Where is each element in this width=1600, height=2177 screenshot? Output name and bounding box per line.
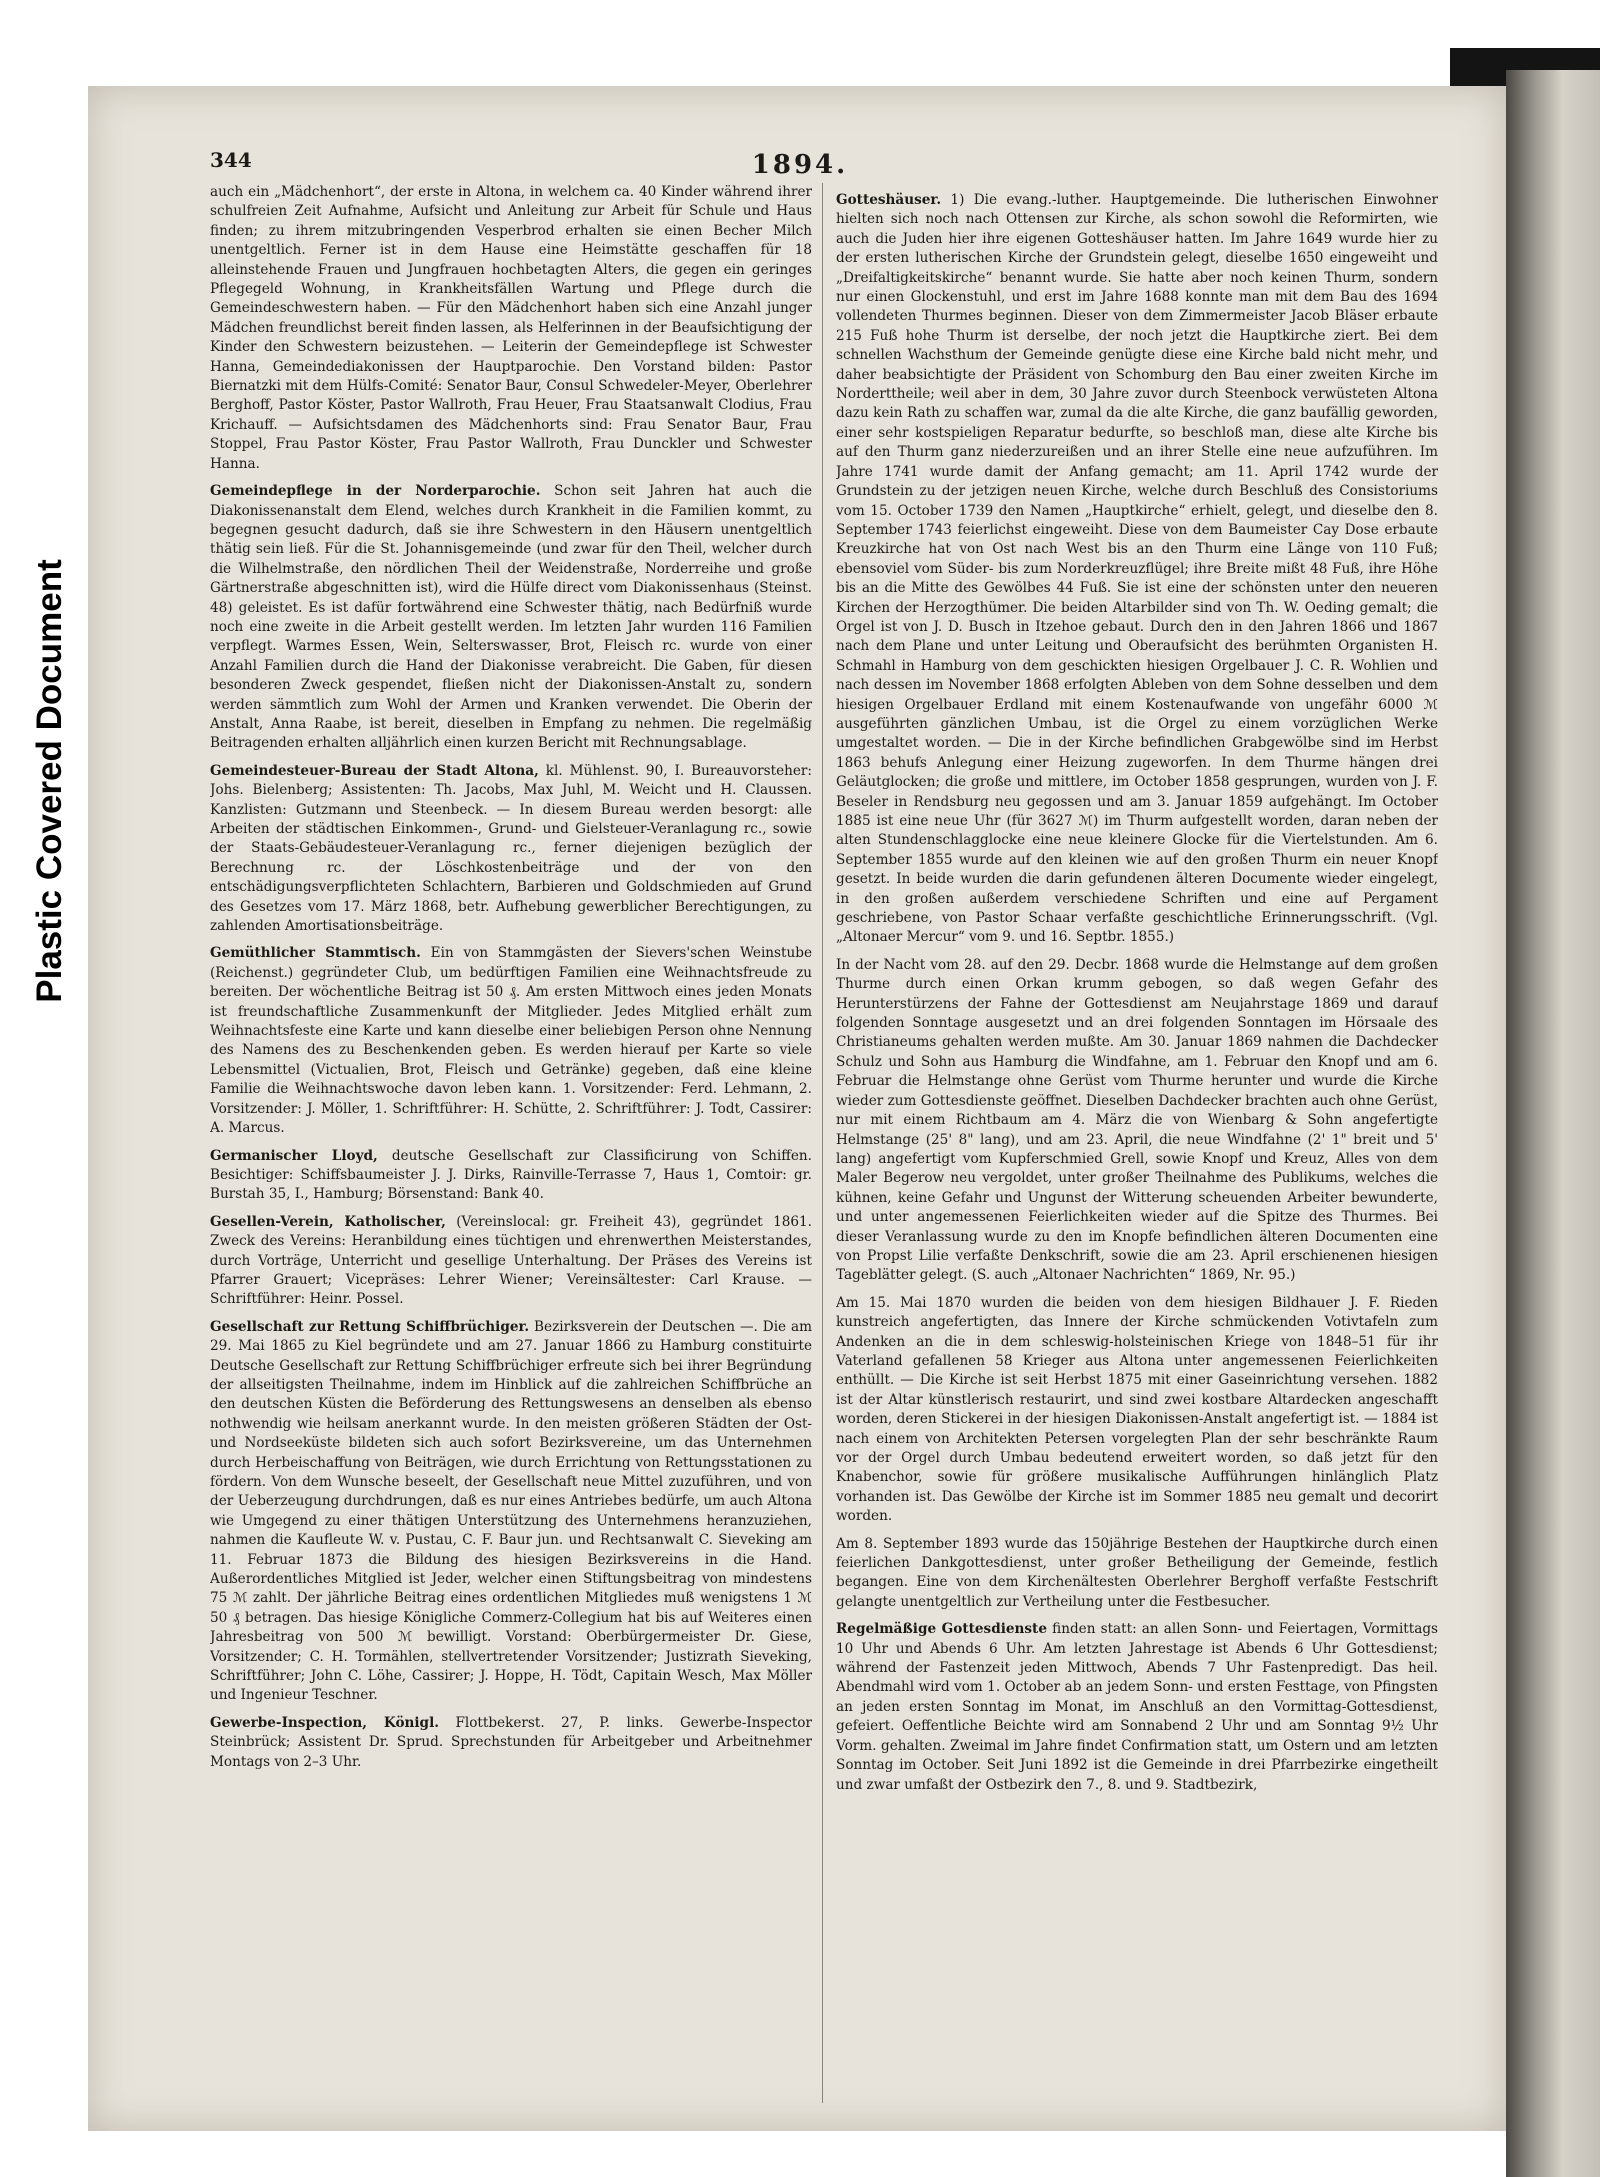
entry-heading: Germanischer Lloyd, (210, 1147, 378, 1164)
entry-heading: Regelmäßige Gottesdienste (836, 1621, 1047, 1638)
entry-body: deutsche Gesellschaft zur Classificirung von Schiffen. Besichtiger: Schiffsbaumeister J. J. Dirks, Rainville-Terrasse 7, Haus 1, Comtoir: gr. Burstah 35, I., Hamburg; Börsenstand: Bank 40. (210, 1147, 812, 1203)
entry-body: Am 8. September 1893 wurde das 150jährige Bestehen der Hauptkirche durch einen feierlichen Dankgottesdienst, unter großer Betheiligung der Gemeinde, festlich begangen. Eine von dem Kirchenältesten Oberlehrer Berghoff verfaßte Festschrift gelangte unentgeltlich zur Vertheilung unter die Festbesucher. (836, 1535, 1438, 1610)
text-paragraph (210, 482, 812, 754)
entry-body: Ein von Stammgästen der Sievers'schen Weinstube (Reichenst.) gegründeter Club, um bedürftigen Familien eine Weihnachtsfreude zu bereiten. Der wöchentliche Beitrag ist 50 ₰. Am ersten Mittwoch eines jeden Monats ist freundschaftliche Zusammenkunft der Mitglieder. Jedes Mitglied erhält zum Weihnachtsfeste eine Karte und kann dieselbe einer beliebigen Person ohne Nennung des Namens des zu Beschenkenden geben. Es werden hierauf per Karte so viele Lebensmittel (Victualien, Brot, Fleisch und Getränke) gegeben, daß eine kleine Familie die Weihnachtswoche davon leben kann. 1. Vorsitzender: Ferd. Lehmann, 2. Vorsitzender: J. Möller, 1. Schriftführer: H. Schütte, 2. Schriftführer: J. Todt, Cassirer: A. Marcus. (210, 945, 812, 1137)
text-paragraph (210, 1714, 812, 1772)
text-paragraph (210, 944, 812, 1138)
text-paragraph (210, 1147, 812, 1205)
column-rule (822, 183, 823, 2103)
text-paragraph (210, 1318, 812, 1706)
entry-heading: Gesellen-Verein, Katholischer, (210, 1213, 446, 1230)
book-spine (1506, 70, 1600, 2177)
entry-heading: Gemeindesteuer-Bureau der Stadt Altona, (210, 762, 539, 779)
entry-body: kl. Mühlenst. 90, I. Bureauvorsteher: Johs. Bielenberg; Assistenten: Th. Jacobs, Max Juhl, M. Weicht und H. Claussen. Kanzlisten: Gutzmann und Steenbeck. — In diesem Bureau werden besorgt: alle Arbeiten der städtischen Einkommen-, Grund- und Gielsteuer-Veranlagung rc., sowie der Staats-Gebäudesteuer-Veranlagung rc., ferner diejenigen bezüglich der Berechnung rc. der Löschkostenbeiträge und der von den entschädigungsverpflichteten Schlachtern, Barbieren und Goldschmieden auf Grund des Gesetzes vom 17. März 1868, betr. Aufhebung gewerblicher Berechtigungen, zu zahlenden Amortisationsbeiträge. (210, 762, 812, 935)
entry-body: finden statt: an allen Sonn- und Feiertagen, Vormittags 10 Uhr und Abends 6 Uhr. Am letzten Jahrestage ist Abends 6 Uhr Gottesdienst; während der Fastenzeit jeden Mittwoch, Abends 7 Uhr Fastenpredigt. Das heil. Abendmahl wird vom 1. October ab an jedem Sonn- und ersten Festtage, von Pfingsten an jeden ersten Sonntag im Monat, im Anschluß an den Vormittag-Gottesdienst, gefeiert. Oeffentliche Beichte wird am Sonnabend 2 Uhr und am Sonntag 9½ Uhr Vorm. gehalten. Zweimal im Jahre findet Confirmation statt, um Ostern und am letzten Sonntag im October. Seit Juni 1892 ist die Gemeinde in drei Pfarrbezirke eingetheilt und zwar umfaßt der Ostbezirk den 7., 8. und 9. Stadtbezirk, (836, 1621, 1438, 1793)
text-paragraph (210, 183, 812, 474)
running-head-year: 1894. (751, 150, 849, 180)
text-paragraph (836, 1535, 1438, 1613)
plastic-covered-stamp (28, 516, 72, 1046)
entry-heading: Gemüthlicher Stammtisch. (210, 945, 421, 962)
entry-body: Flottbekerst. 27, P. links. Gewerbe-Inspector Steinbrück; Assistent Dr. Sprud. Sprechstunden für Arbeitgeber und Arbeitnehmer Montags von 2–3 Uhr. (210, 1714, 812, 1770)
entry-body: (Vereinslocal: gr. Freiheit 43), gegründet 1861. Zweck des Vereins: Heranbildung eines tüchtigen und ehrenwerthen Meisterstandes, durch Vorträge, Unterricht und gesellige Unterhaltung. Der Präses des Vereins ist Pfarrer Grauert; Vicepräses: Lehrer Wiener; Vereinsältester: Carl Krause. — Schriftführer: Heinr. Possel. (210, 1213, 812, 1308)
entry-heading: Gotteshäuser. (836, 192, 942, 208)
entry-body: Schon seit Jahren hat auch die Diakonissenanstalt dem Elend, welches durch Krankheit in die Familien kommt, zu begegnen gesucht dadurch, daß sie ihre Schwestern in den Häusern unentgeltlich thätig sein ließ. Für die St. Johannisgemeinde (und zwar für den Theil, welcher durch die Wilhelmstraße, den nördlichen Theil der Weidenstraße, Norderreihe und große Gärtnerstraße abgeschnitten ist), wird die Hülfe direct vom Diakonissenhaus (Steinst. 48) geleistet. Es ist dafür fortwährend eine Schwester thätig, nach Bedürfniß wurde noch eine zweite in die Arbeit gestellt werden. Im letzten Jahr wurden 116 Familien verpflegt. Warmes Essen, Wein, Selterswasser, Brot, Fleisch rc. wurde von einer Anzahl Familien durch die Hand der Diakonisse verabreicht. Die Gaben, für diesen besonderen Zweck gespendet, fließen nicht der Diakonissen-Anstalt zu, sondern werden sämmtlich zum Wohl der Armen und Kranken verwendet. Die Oberin der Anstalt, Anna Raabe, ist bereit, dieselben in Empfang zu nehmen. Die regelmäßig Beitragenden erhalten alljährlich einen kurzen Bericht mit Rechnungsablage. (210, 483, 812, 752)
page-number: 344 (210, 148, 252, 172)
left-column (210, 183, 812, 2108)
text-paragraph (836, 956, 1438, 1286)
text-paragraph (836, 1620, 1438, 1795)
stamp-text: Plastic Covered Document (30, 559, 69, 1003)
entry-body: In der Nacht vom 28. auf den 29. Decbr. 1868 wurde die Helmstange auf dem großen Thurme durch einen Orkan krumm gebogen, so daß wegen Gefahr des Herunterstürzens der Fahne der Gottesdienst am Neujahrstage 1869 und darauf folgenden Sonntage ausgesetzt und an drei folgenden Sonntagen im Hörsaale des Christianeums gehalten werden mußte. Am 30. Januar 1869 nahmen die Dachdecker Schulz und Sohn aus Hamburg die Windfahne, am 1. Februar den Knopf und am 6. Februar die Helmstange ohne Gerüst vom Thurme herunter und wurde die Kirche wieder zum Gottesdienste geöffnet. Dieselben Dachdecker brachten auch ohne Gerüst, nur mit einem Richtbaum am 4. März die von Wienbarg & Sohn angefertigte Helmstange (25' 8" lang), und am 23. April, die neue Windfahne (2' 1" breit und 5' lang) angefertigt vom Kupferschmied Grell, sowie Knopf und Kreuz, Alles von dem Maler Begerow neu vergoldet, unter großer Theilnahme des Publikums, welches die kühnen, keine Gefahr und Ungunst der Witterung scheuenden Arbeiter bewunderte, und unter angemessenen Feierlichkeiten wieder auf die Spitze des Thurmes. Bei dieser Veranlassung wurde zu den im Knopfe befindlichen älteren Documenten eine von Propst Lilie verfaßte Denkschrift, sowie die am 23. April erschienenen hiesigen Tageblätter gelegt. (S. auch „Altonaer Nachrichten“ 1869, Nr. 95.) (836, 956, 1438, 1284)
entry-body: 1) Die evang.-luther. Hauptgemeinde. Die lutherischen Einwohner hielten sich noch nach Ottensen zur Kirche, als schon sowohl die Reformirten, wie auch die Juden hier ihre eigenen Gotteshäuser hatten. Im Jahre 1649 wurde hier zu der ersten lutherischen Kirche der Grundstein gelegt, dieselbe 1650 eingeweiht und „Dreifaltigkeitskirche“ benannt wurde. Sie hatte aber noch keinen Thurm, sondern nur einen Glockenstuhl, und erst im Jahre 1688 konnte man mit dem Bau des 1694 vollendeten Thurmes beginnen. Dieser von dem Zimmermeister Jacob Bläser erbaute 215 Fuß hohe Thurm ist derselbe, der noch jetzt die Hauptkirche ziert. Bei dem schnellen Wachsthum der Gemeinde genügte diese eine Kirche bald nicht mehr, und daher beabsichtigte der Präsident von Schomburg den Bau einer zweiten Kirche im Norderttheile; weil aber in dem, 30 Jahre zuvor durch Steenbock verwüsteten Altona dazu kein Rath zu schaffen war, zumal da die alte Kirche, die ganz baufällig geworden, einer sehr kostspieligen Reparatur bedurfte, so beschloß man, diese alte Kirche bis auf den Thurm ganz niederzureißen und an ihrer Stelle eine neue aufzuführen. Im Jahre 1741 wurde damit der Anfang gemacht; am 11. April 1742 wurde der Grundstein zu der jetzigen neuen Kirche, welche durch Beschluß des Consistoriums vom 15. October 1739 den Namen „Hauptkirche“ erhielt, gelegt, und dieselbe den 8. September 1743 feierlichst eingeweiht. Diese von dem Baumeister Cay Dose erbaute Kreuzkirche hat von Ost nach West bis an den Thurm eine Länge von 110 Fuß; ebensoviel vom Süder- bis zum Norderkreuzflügel; ihre Breite mißt 48 Fuß, ihre Höhe bis an die Mitte des Gewölbes 44 Fuß. Sie ist eine der schönsten unter den neueren Kirchen der Herzogthümer. Die beiden Altarbilder sind von Th. W. Oeding gemalt; die Orgel ist von J. D. Busch in Itzehoe gebaut. Durch den in den Jahren 1866 und 1867 nach dem Plane und unter Leitung und Oberaufsicht des berühmten Organisten H. Schmahl in Hamburg von dem geschickten hiesigen Orgelbauer J. C. R. Wohlien und nach dessen im November 1868 erfolgten Ableben von dem Sohne desselben und dem hiesigen Orgelbauer Erdland mit einem Kostenaufwande von ungefähr 6000 ℳ ausgeführten gänzlichen Umbau, ist die Orgel zu einem vorzüglichen Werke umgestaltet worden. — Die in der Kirche befindlichen Grabgewölbe sind im Herbst 1863 behufs Anlegung einer Heizung zugeworfen. In dem Thurme hängen drei Geläutglocken; die große und mittlere, im October 1858 gesprungen, wurden von J. F. Beseler in Rendsburg neu gegossen und am 3. Januar 1859 aufgehängt. Im October 1885 ist eine neue Uhr (für 3627 ℳ) im Thurm aufgestellt worden, daran neben der alten Stundenschlagglocke eine neue kleinere Glocke für die Viertelstunden. Am 6. September 1855 wurde auf den kleinen wie auf den großen Thurm ein neuer Knopf gesetzt. In beide wurden die darin gefundenen älteren Documente wieder eingelegt, in den großen außerdem verschiedene Schriften und eine auf Pergament geschriebene, von Pastor Schaar verfaßte geschichtliche Erinnerungsschrift. (Vgl. „Altonaer Mercur“ vom 9. und 16. Septbr. 1855.) (836, 192, 1438, 946)
entry-heading: Gesellschaft zur Rettung Schiffbrüchiger. (210, 1318, 530, 1335)
text-paragraph (210, 1213, 812, 1310)
entry-body: Am 15. Mai 1870 wurden die beiden von dem hiesigen Bildhauer J. F. Rieden kunstreich angefertigten, das Innere der Kirche schmückenden Votivtafeln zum Andenken an die in dem schleswig-holsteinischen Kriege von 1848–51 für ihr Vaterland gefallenen 58 Krieger aus Altona unter angemessenen Feierlichkeiten enthüllt. — Die Kirche ist seit Herbst 1875 mit einer Gaseinrichtung versehen. 1882 ist der Altar künstlerisch restaurirt, und sind zwei kostbare Altardecken angeschafft worden, deren Stickerei in der hiesigen Diakonissen-Anstalt angefertigt ist. — 1884 ist nach einem von Architekten Petersen vorgelegten Plan der sehr beschränkte Raum vor der Orgel durch Umbau bedeutend erweitert worden, so daß jetzt für den Knabenchor, sowie für größere musikalische Aufführungen hinlänglich Platz vorhanden ist. Das Gewölbe der Kirche ist im Sommer 1885 neu gemalt und decorirt worden. (836, 1294, 1438, 1525)
text-paragraph (836, 1294, 1438, 1527)
text-paragraph (210, 762, 812, 937)
right-column (836, 183, 1438, 2108)
text-paragraph (836, 191, 1438, 948)
entry-body: Bezirksverein der Deutschen —. Die am 29. Mai 1865 zu Kiel begründete und am 27. Januar 1866 zu Hamburg constituirte Deutsche Gesellschaft zur Rettung Schiffbrüchiger erfreute sich bei ihrer Begründung der allseitigsten Theilnahme, indem im Hinblick auf die zahlreichen Schiffbrüche an den deutschen Küsten die Beförderung des Rettungswesens an denselben als ebenso nothwendig wie heilsam anerkannt wurde. In den meisten größeren Städten der Ost- und Nordseeküste bildeten sich auch sofort Bezirksvereine, um das Unternehmen durch Herbeischaffung von Beiträgen, wie durch Errichtung von Rettungsstationen zu fördern. Von dem Wunsche beseelt, der Gesellschaft neue Mittel zuzuführen, und von der Ueberzeugung durchdrungen, daß es nur eines Antriebes bedürfe, um auch Altona wie Umgegend zu einer thätigen Unterstützung des Unternehmens heranzuziehen, nahmen die Kaufleute W. v. Pustau, C. F. Baur jun. und Rechtsanwalt C. Sieveking am 11. Februar 1873 die Bildung des hiesigen Bezirksvereins in die Hand. Außerordentliches Mitglied ist Jeder, welcher einen Stiftungsbeitrag von mindestens 75 ℳ zahlt. Der jährliche Beitrag eines ordentlichen Mitgliedes muß wenigstens 1 ℳ 50 ₰ betragen. Das hiesige Königliche Commerz-Collegium hat bis auf Weiteres einen Jahresbeitrag von 500 ℳ bewilligt. Vorstand: Oberbürgermeister Dr. Giese, Vorsitzender; C. H. Tormählen, stellvertretender Vorsitzender; Justizrath Sieveking, Schriftführer; John C. Löhe, Cassirer; J. Hoppe, H. Tödt, Capitain Wesch, Max Möller und Ingenieur Teschner. (210, 1318, 812, 1704)
entry-heading: Gemeindepflege in der Norderparochie. (210, 483, 541, 500)
entry-body: auch ein „Mädchenhort“, der erste in Altona, in welchem ca. 40 Kinder während ihrer schulfreien Zeit Aufnahme, Aufsicht und Anleitung zur Arbeit für Schule und Haus finden; zu ihrem mitzubringenden Vesperbrod erhalten sie einen Becher Milch unentgeltlich. Ferner ist in dem Hause eine Heimstätte geschaffen für 18 alleinstehende Frauen und Jungfrauen hochbetagten Alters, die gegen ein geringes Pflegegeld Wohnung, in Krankheitsfällen Wartung und Pflege durch die Gemeindeschwestern haben. — Für den Mädchenhort haben sich eine Anzahl junger Mädchen freundlichst bereit finden lassen, als Helferinnen in der Beaufsichtigung der Kinder den Schwestern beizustehen. — Leiterin der Gemeindepflege ist Schwester Hanna, Gemeindediakonissen der Hauptparochie. Den Vorstand bilden: Pastor Biernatzki mit dem Hülfs-Comité: Senator Baur, Consul Schwedeler-Meyer, Oberlehrer Berghoff, Pastor Köster, Pastor Wallroth, Frau Heuer, Frau Staatsanwalt Clodius, Frau Krichauff. — Aufsichtsdamen des Mädchenhorts sind: Frau Senator Baur, Frau Stoppel, Frau Pastor Köster, Frau Pastor Wallroth, Frau Dunckler und Schwester Hanna. (210, 184, 812, 472)
entry-heading: Gewerbe-Inspection, Königl. (210, 1714, 439, 1731)
